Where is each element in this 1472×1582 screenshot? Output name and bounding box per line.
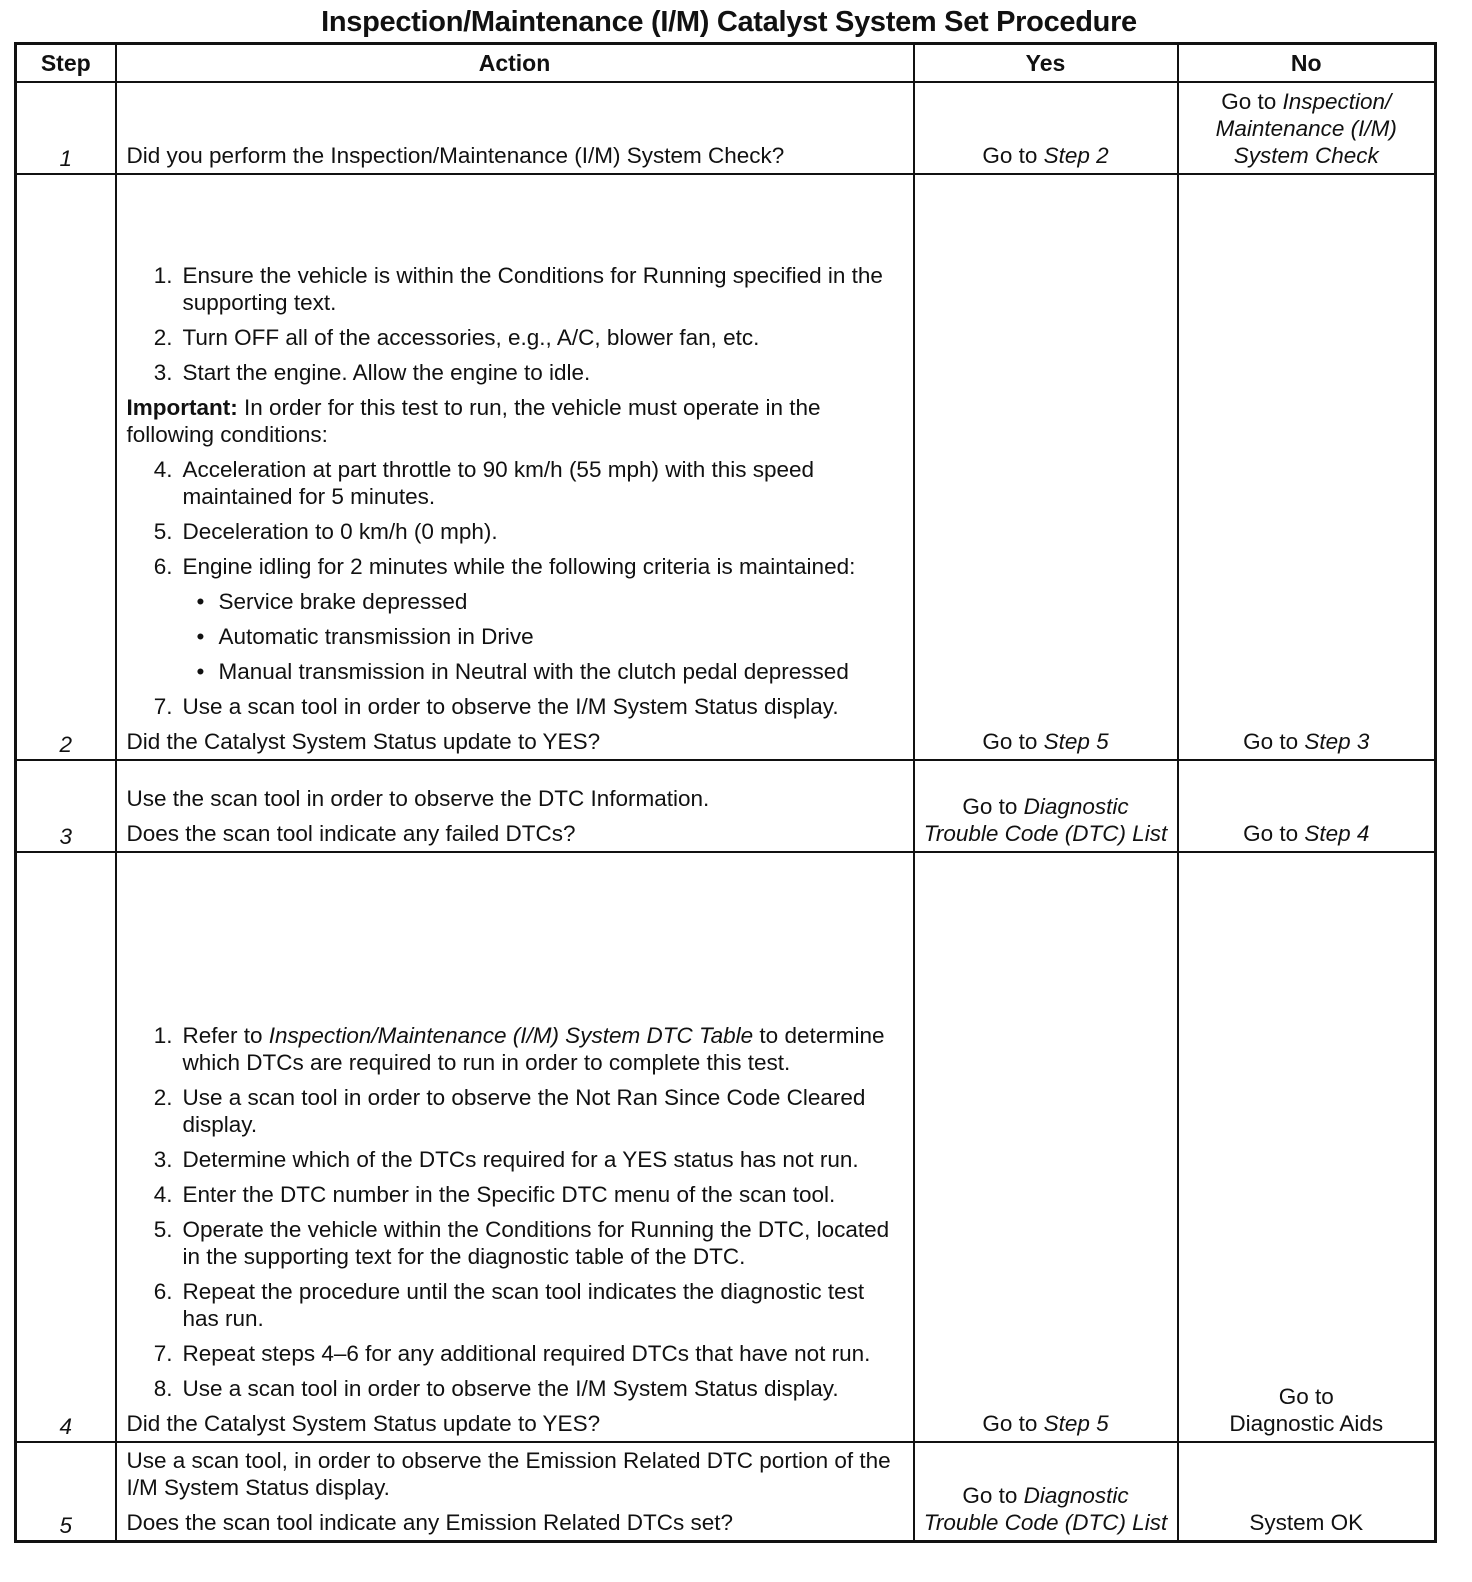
list-item: 5. Operate the vehicle within the Conditions for Running the DTC, located in the supporting text for the diagnostic table of the DTC. <box>153 1217 890 1269</box>
instruction-text: Use a scan tool, in order to observe the Emission Related DTC portion of the I/M System Status display. <box>126 1448 891 1500</box>
question-text: Did you perform the Inspection/Maintenance (I/M) System Check? <box>126 143 785 168</box>
question-text: Does the scan tool indicate any Emission Related DTCs set? <box>126 1510 734 1535</box>
no-link[interactable]: Diagnostic Aids <box>1229 1411 1384 1436</box>
dtc-table-link[interactable]: Inspection/Maintenance (I/M) System DTC Table <box>268 1023 754 1048</box>
no-prefix: Go to <box>1278 1384 1334 1409</box>
list-item: 2. Turn OFF all of the accessories, e.g., A/C, blower fan, etc. <box>153 325 760 350</box>
yes-cell <box>914 760 1178 852</box>
yes-link[interactable]: Step 5 <box>1043 1411 1109 1436</box>
yes-prefix: Go to <box>982 1411 1044 1436</box>
no-cell <box>1178 852 1436 1442</box>
action-cell <box>116 760 914 852</box>
list-item: 4. Acceleration at part throttle to 90 km/h (55 mph) with this speed maintained for 5 minutes. <box>153 457 815 509</box>
no-cell <box>1178 82 1436 174</box>
list-item: 1. Refer to Inspection/Maintenance (I/M) System DTC Table to determine which DTCs are required to run in order to complete this test. <box>153 1023 885 1075</box>
yes-link[interactable]: Step 2 <box>1043 143 1109 168</box>
important-label: Important: <box>126 395 238 420</box>
header-step: Step <box>16 44 116 83</box>
list-item: 6. Engine idling for 2 minutes while the following criteria is maintained: • Service brake depressed • Automatic transmission in Drive • Manual transmission in Neutral with the clutch pedal depressed <box>127 553 903 685</box>
no-result: System OK <box>1249 1510 1364 1535</box>
step-number: 2 <box>16 174 116 760</box>
list-item: 1. Ensure the vehicle is within the Conditions for Running specified in the supporting text. <box>153 263 883 315</box>
table-row-step-1 <box>16 82 1436 174</box>
header-action: Action <box>116 44 914 83</box>
list-item: 3. Determine which of the DTCs required for a YES status has not run. <box>153 1147 859 1172</box>
step-number: 1 <box>16 82 116 174</box>
yes-prefix: Go to <box>962 794 1024 819</box>
no-cell <box>1178 760 1436 852</box>
yes-link[interactable]: Diagnostic Trouble Code (DTC) List <box>923 1483 1168 1535</box>
list-item: 2. Use a scan tool in order to observe the Not Ran Since Code Cleared display. <box>153 1085 866 1137</box>
instruction-list <box>127 1022 903 1402</box>
action-cell <box>116 1442 914 1542</box>
no-prefix: Go to <box>1221 89 1283 114</box>
yes-cell <box>914 1442 1178 1542</box>
yes-prefix: Go to <box>982 143 1044 168</box>
table-row-step-4 <box>16 852 1436 1442</box>
header-yes: Yes <box>914 44 1178 83</box>
header-no: No <box>1178 44 1436 83</box>
procedure-table <box>14 42 1437 1543</box>
action-cell <box>116 82 914 174</box>
yes-cell <box>914 852 1178 1442</box>
step-number: 5 <box>16 1442 116 1542</box>
question-text: Did the Catalyst System Status update to YES? <box>126 1411 601 1436</box>
yes-link[interactable]: Step 5 <box>1043 729 1109 754</box>
instruction-list <box>127 456 903 720</box>
no-cell <box>1178 174 1436 760</box>
list-item: 5. Deceleration to 0 km/h (0 mph). <box>153 519 498 544</box>
list-item: 6. Repeat the procedure until the scan tool indicates the diagnostic test has run. <box>153 1279 865 1331</box>
no-prefix: Go to <box>1243 821 1305 846</box>
step-number: 3 <box>16 760 116 852</box>
no-link[interactable]: Inspection/ Maintenance (I/M) System Check <box>1215 89 1397 168</box>
no-cell <box>1178 1442 1436 1542</box>
criteria-list <box>183 588 903 685</box>
table-row-step-5 <box>16 1442 1436 1542</box>
important-text: In order for this test to run, the vehicle must operate in the following conditions: <box>126 395 821 447</box>
question-text: Does the scan tool indicate any failed DTCs? <box>126 821 576 846</box>
yes-link[interactable]: Diagnostic Trouble Code (DTC) List <box>923 794 1168 846</box>
question-text: Did the Catalyst System Status update to YES? <box>126 729 601 754</box>
action-cell <box>116 852 914 1442</box>
table-row-step-3 <box>16 760 1436 852</box>
yes-cell <box>914 82 1178 174</box>
list-item: 7. Repeat steps 4–6 for any additional required DTCs that have not run. <box>153 1341 871 1366</box>
header-row <box>16 44 1436 83</box>
important-note <box>127 394 903 448</box>
page-title: Inspection/Maintenance (I/M) Catalyst System Set Procedure <box>321 6 1137 38</box>
list-item: 7. Use a scan tool in order to observe the I/M System Status display. <box>153 694 839 719</box>
yes-prefix: Go to <box>982 729 1044 754</box>
list-item: 3. Start the engine. Allow the engine to idle. <box>153 360 591 385</box>
no-link[interactable]: Step 3 <box>1304 729 1370 754</box>
list-item: 8. Use a scan tool in order to observe the I/M System Status display. <box>153 1376 839 1401</box>
yes-cell <box>914 174 1178 760</box>
yes-prefix: Go to <box>962 1483 1024 1508</box>
no-link[interactable]: Step 4 <box>1304 821 1370 846</box>
action-cell <box>116 174 914 760</box>
bullet-item: • Automatic transmission in Drive <box>196 624 534 649</box>
bullet-item: • Service brake depressed <box>196 589 468 614</box>
table-row-step-2 <box>16 174 1436 760</box>
bullet-item: • Manual transmission in Neutral with the clutch pedal depressed <box>196 659 849 684</box>
list-item: 4. Enter the DTC number in the Specific DTC menu of the scan tool. <box>153 1182 836 1207</box>
no-prefix: Go to <box>1243 729 1305 754</box>
step-number: 4 <box>16 852 116 1442</box>
instruction-list <box>127 262 903 386</box>
instruction-text: Use the scan tool in order to observe the DTC Information. <box>126 786 710 811</box>
